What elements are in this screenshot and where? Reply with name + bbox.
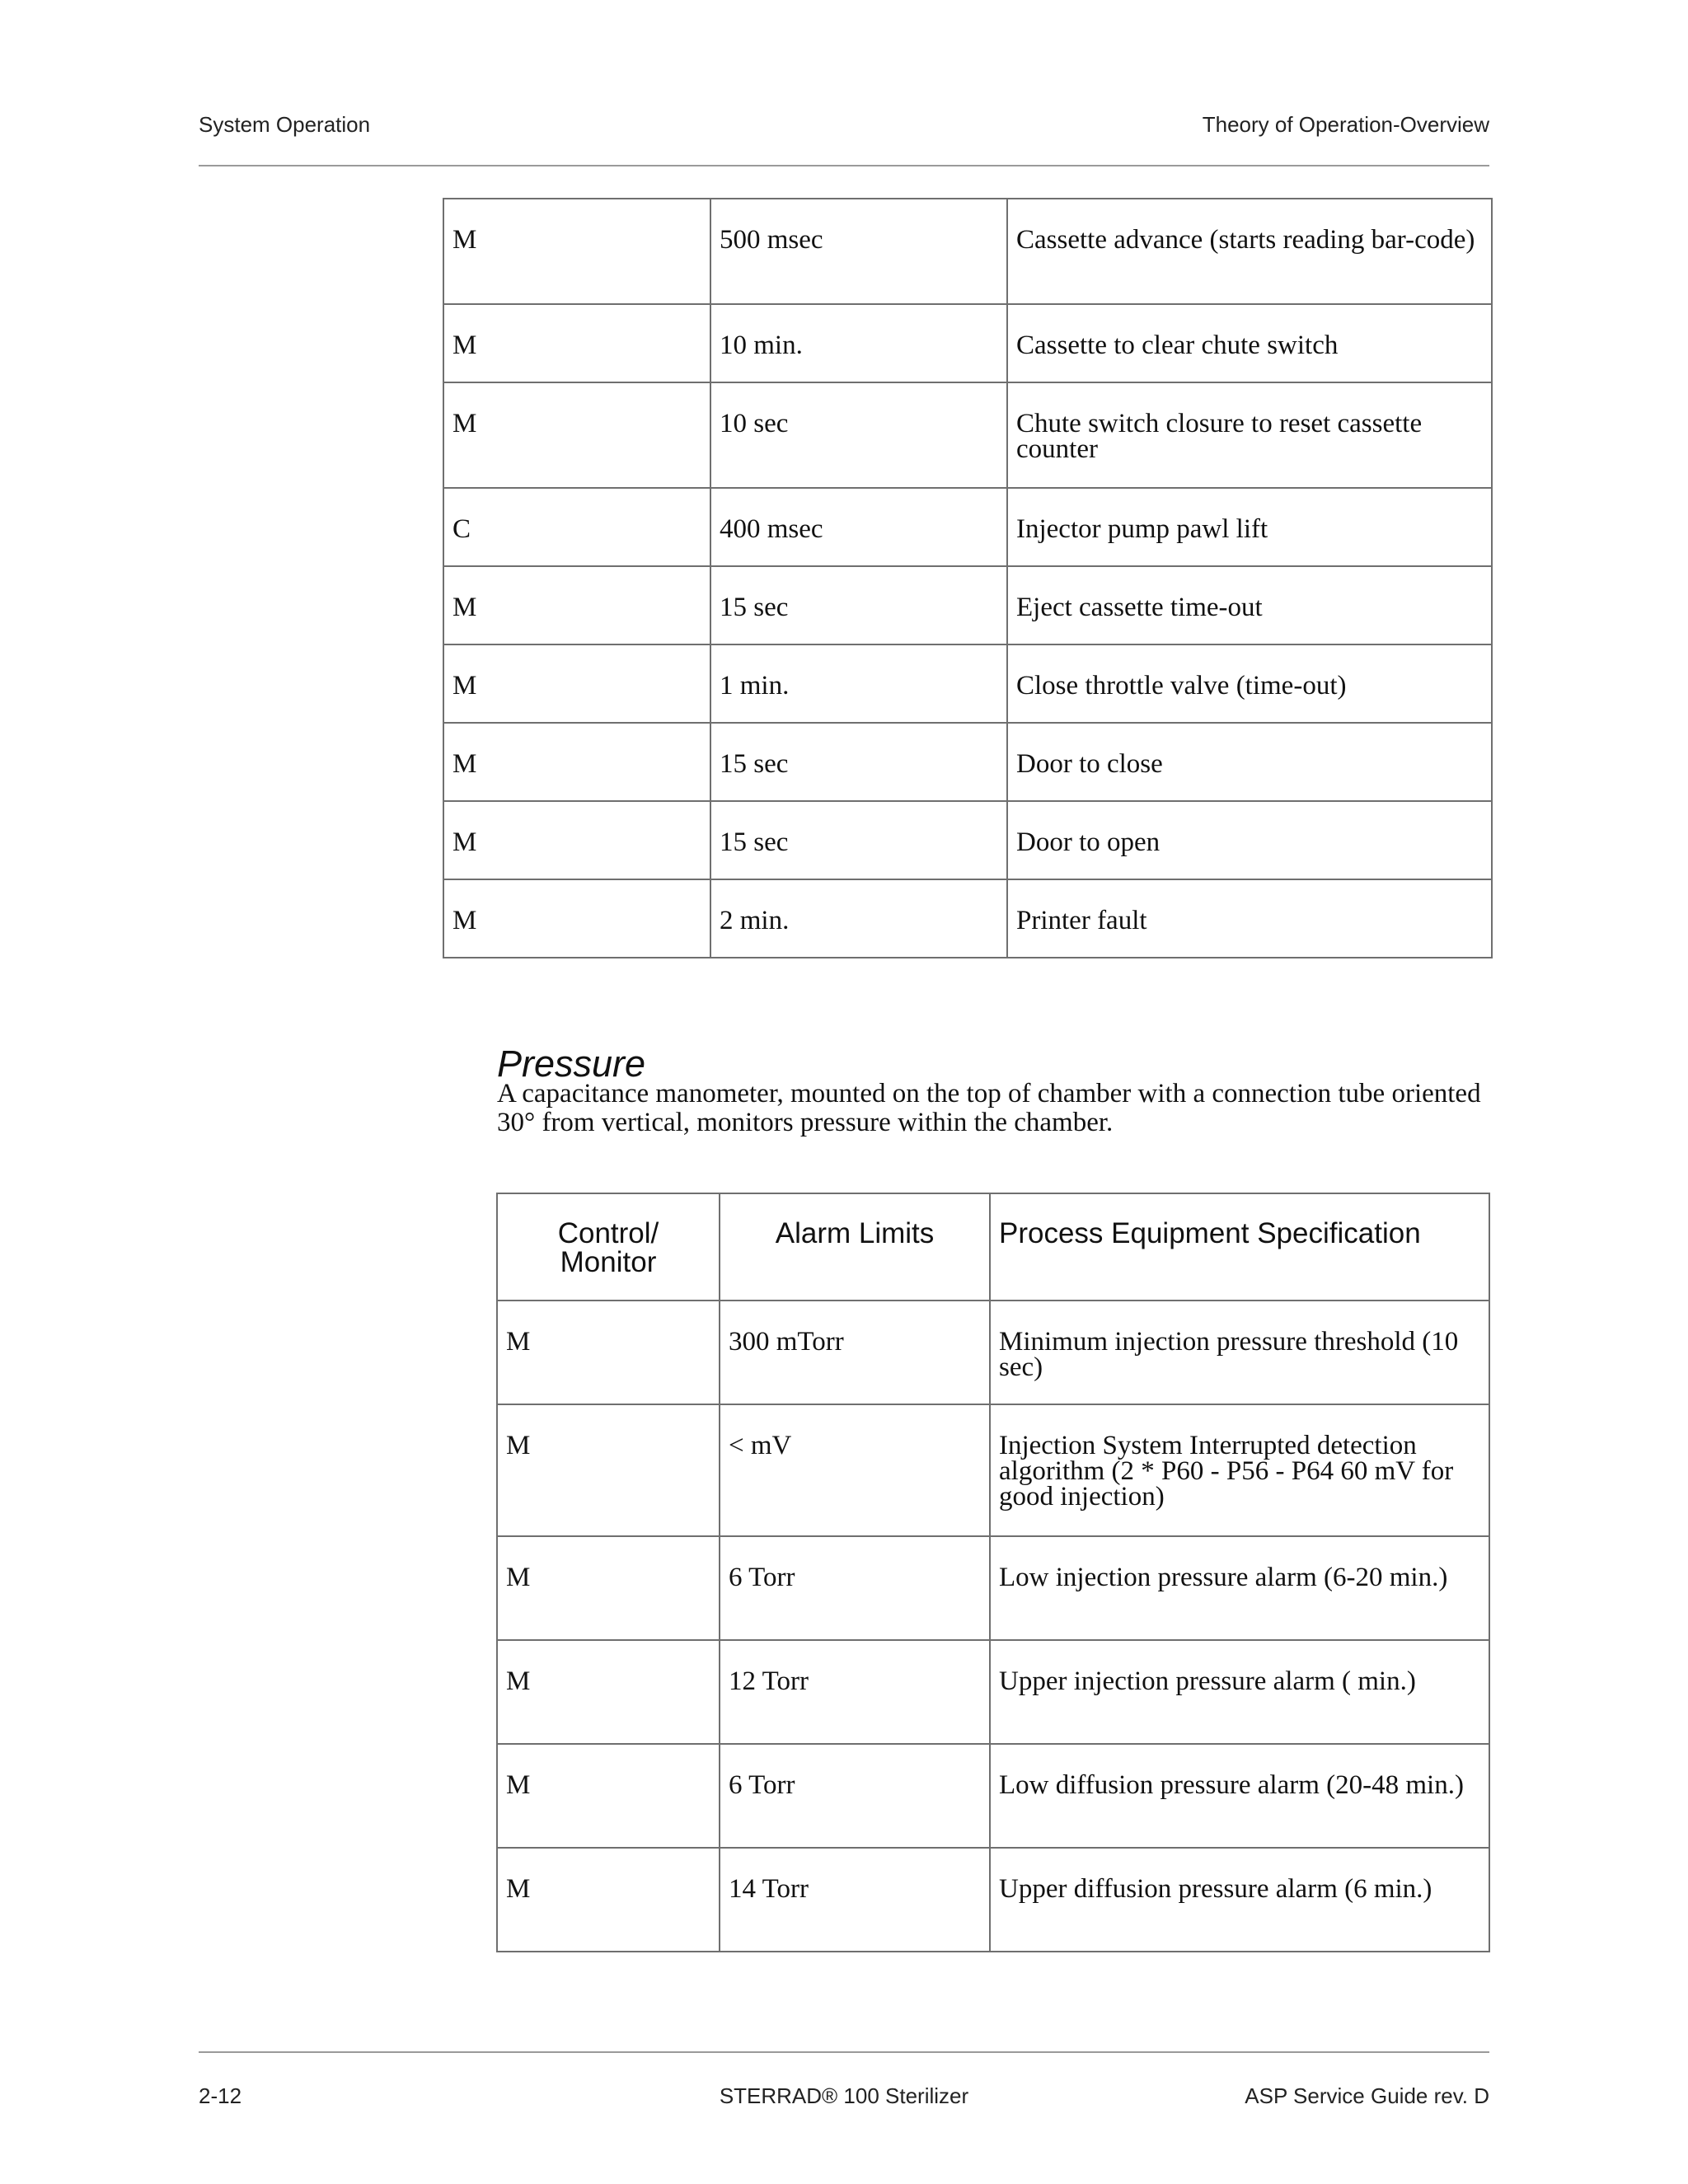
running-footer (199, 2083, 1489, 2113)
control-monitor-cell: M (443, 879, 710, 958)
column-header-specification: Process Equipment Specification (990, 1193, 1489, 1301)
header-chapter-name: Theory of Operation-Overview (1202, 112, 1489, 137)
specification-cell: Upper diffusion pressure alarm (6 min.) (990, 1848, 1489, 1952)
description-cell: Cassette advance (starts reading bar-code) (1007, 199, 1492, 304)
table-header-row (497, 1193, 1489, 1301)
table-row (443, 879, 1492, 958)
specification-cell: Low injection pressure alarm (6-20 min.) (990, 1536, 1489, 1640)
description-cell: Cassette to clear chute switch (1007, 304, 1492, 382)
time-limit-cell: 15 sec (710, 723, 1007, 801)
table-row (443, 723, 1492, 801)
control-monitor-cell: M (497, 1744, 720, 1848)
time-limit-cell: 400 msec (710, 488, 1007, 566)
control-monitor-cell: M (443, 304, 710, 382)
alarm-limit-cell: 14 Torr (720, 1848, 990, 1952)
time-limit-cell: 10 min. (710, 304, 1007, 382)
description-cell: Close throttle valve (time-out) (1007, 644, 1492, 723)
control-monitor-cell: M (443, 382, 710, 488)
control-monitor-cell: M (443, 723, 710, 801)
control-monitor-cell: M (443, 801, 710, 879)
time-limit-cell: 1 min. (710, 644, 1007, 723)
alarm-limit-cell: < mV (720, 1404, 990, 1536)
time-limit-cell: 500 msec (710, 199, 1007, 304)
description-cell: Eject cassette time-out (1007, 566, 1492, 644)
control-monitor-cell: M (497, 1301, 720, 1404)
time-limit-cell: 2 min. (710, 879, 1007, 958)
table-row (497, 1404, 1489, 1536)
time-limit-cell: 15 sec (710, 566, 1007, 644)
table-row (497, 1640, 1489, 1744)
alarm-limit-cell: 12 Torr (720, 1640, 990, 1744)
alarm-limit-cell: 6 Torr (720, 1744, 990, 1848)
pressure-table (496, 1193, 1490, 1952)
alarm-limit-cell: 300 mTorr (720, 1301, 990, 1404)
section-title: Pressure (497, 1043, 646, 1085)
column-header-alarm-limits: Alarm Limits (720, 1193, 990, 1301)
section-paragraph: A capacitance manometer, mounted on the top of chamber with a connection tube oriented 30° from vertical, monitors pressure within the chamber. (497, 1079, 1481, 1137)
table-row (497, 1536, 1489, 1640)
table-row (443, 566, 1492, 644)
control-monitor-cell: M (497, 1536, 720, 1640)
header-section-name: System Operation (199, 112, 371, 137)
page-number: 2-12 (199, 2083, 242, 2108)
table-row (497, 1744, 1489, 1848)
footer-rule (199, 2051, 1489, 2053)
specification-cell: Upper injection pressure alarm ( min.) (990, 1640, 1489, 1744)
table-row (443, 488, 1492, 566)
alarm-limit-cell: 6 Torr (720, 1536, 990, 1640)
time-limit-cell: 15 sec (710, 801, 1007, 879)
specification-cell: Injection System Interrupted detection algorithm (2 * P60 - P56 - P64 60 mV for good injection) (990, 1404, 1489, 1536)
table-row (497, 1301, 1489, 1404)
control-monitor-cell: M (497, 1404, 720, 1536)
description-cell: Chute switch closure to reset cassette counter (1007, 382, 1492, 488)
footer-product-name: STERRAD® 100 Sterilizer (719, 2083, 969, 2108)
control-monitor-cell: M (497, 1848, 720, 1952)
table-row (443, 644, 1492, 723)
description-cell: Printer fault (1007, 879, 1492, 958)
specification-cell: Low diffusion pressure alarm (20-48 min.) (990, 1744, 1489, 1848)
control-monitor-cell: M (443, 199, 710, 304)
running-header (199, 112, 1489, 138)
time-limit-cell: 10 sec (710, 382, 1007, 488)
table-row (443, 199, 1492, 304)
footer-guide-title: ASP Service Guide rev. D (1245, 2083, 1489, 2108)
column-header-control-monitor: Control/ Monitor (497, 1193, 720, 1301)
timers-table (443, 198, 1493, 958)
table-row (443, 304, 1492, 382)
specification-cell: Minimum injection pressure threshold (10 sec) (990, 1301, 1489, 1404)
table-row (443, 382, 1492, 488)
description-cell: Door to close (1007, 723, 1492, 801)
description-cell: Door to open (1007, 801, 1492, 879)
header-rule (199, 165, 1489, 166)
description-cell: Injector pump pawl lift (1007, 488, 1492, 566)
table-row (443, 801, 1492, 879)
table-row (497, 1848, 1489, 1952)
control-monitor-cell: M (443, 644, 710, 723)
control-monitor-cell: M (443, 566, 710, 644)
control-monitor-cell: C (443, 488, 710, 566)
control-monitor-cell: M (497, 1640, 720, 1744)
